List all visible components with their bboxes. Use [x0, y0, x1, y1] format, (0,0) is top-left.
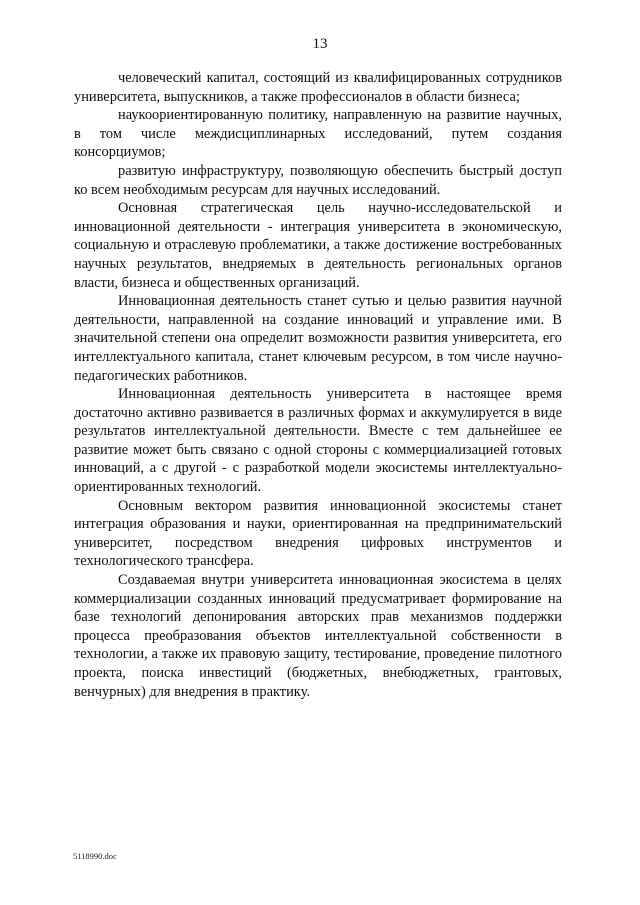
document-filename-footer: 5118990.doc — [73, 851, 117, 861]
paragraph: Инновационная деятельность университета в настоящее время достаточно активно развивается в различных формах и аккумулируется в виде результатов интеллектуальной деятельности. Вместе с тем дальнейшее ее развитие может быть связано с одной стороны с коммерциализацией готовых инноваций, а с другой - с разработкой модели экосистемы интеллектуально-ориентированных технологий. — [74, 386, 562, 496]
paragraph: человеческий капитал, состоящий из квалифицированных сотрудников университета, выпускников, а также профессионалов в области бизнеса; — [74, 70, 562, 105]
page-number: 13 — [312, 36, 328, 52]
body-text — [74, 69, 562, 701]
paragraph: Инновационная деятельность станет сутью и целью развития научной деятельности, направленной на создание инноваций и управление ими. В значительной степени она определит возможности развития университета, его интеллектуального капитала, станет ключевым ресурсом, в том числе научно-педагогических работников. — [74, 293, 562, 384]
paragraph: развитую инфраструктуру, позволяющую обеспечить быстрый доступ ко всем необходимым ресурсам для научных исследований. — [74, 162, 562, 198]
paragraph: Основная стратегическая цель научно-исследовательской и инновационной деятельности - интеграция университета в экономическую, социальную и отраслевую проблематики, а также достижение востребованных научных результатов, внедряемых в деятельность региональных органов власти, бизнеса и общественных организаций. — [74, 200, 562, 291]
paragraph: Основным вектором развития инновационной экосистемы станет интеграция образования и науки, ориентированная на предпринимательский университет, посредством внедрения цифровых инструментов и технологического трансфера. — [74, 497, 562, 570]
paragraph: Создаваемая внутри университета инновационная экосистема в целях коммерциализации созданных инноваций предусматривает формирование на базе технологий депонирования авторских прав механизмов поддержки процесса преобразования объектов интеллектуальной собственности в технологии, а также их правовую защиту, тестирование, проведение пилотного проекта, поиска инвестиций (бюджетных, внебюджетных, грантовых, венчурных) для внедрения в практику. — [74, 572, 562, 700]
paragraph: наукоориентированную политику, направленную на развитие научных, в том числе междисциплинарных исследований, путем создания консорциумов; — [74, 107, 562, 161]
